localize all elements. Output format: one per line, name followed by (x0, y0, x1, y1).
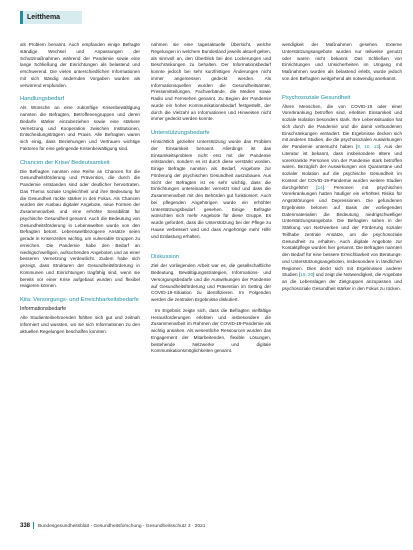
page-footer (20, 522, 400, 530)
paragraph: Alle Studienteilnehmenden fühlten sich gut und zeitnah informiert und wussten, wo sie sich Informationen zu den aktuellen Regelungen beschaffen konnten. (20, 315, 140, 334)
citation-link[interactable]: 8, 10, 12 (357, 144, 379, 149)
text-column-3 (282, 42, 402, 293)
paragraph: wendigkeit der Maßnahmen gesehen. Externe Unterstützungsangebote wurden nur teilweise genutzt oder waren nicht bekannt. Das Schließen von Einrichtungen und Unsicherheiten im Umgang mit Maßnahmen wurden als belastend erlebt, wurde jedoch von den Befragten weitgehend als notwendig anerkannt. (282, 42, 402, 81)
section-heading: Psychosoziale Gesundheit (282, 94, 351, 101)
paragraph: Ziel der vorliegenden Arbeit war es, die gesellschaftliche Bedeutung, Bewältigungsstrategien, Informations- und Versorgungsbedarfe und die Auswirkungen der Pandemie auf Gesundheitsförderung und Prävention im Setting der COVID-19-Situation zu identifizieren. Im Folgenden werden die zentralen Ergebnisse diskutiert. (151, 263, 271, 302)
text-column-2 (151, 42, 271, 355)
section-heading: Handlungsbedarf (20, 96, 65, 103)
page-number: 338 (20, 523, 31, 529)
section-heading: Chancen der Krise/ Bedeutsamkeit (20, 159, 110, 166)
citation-link[interactable]: 19, 20 (300, 272, 314, 278)
text-column-1 (20, 42, 140, 335)
paragraph-text: ] und zeigt die Notwendigkeit, die Angebote an die Lebenslagen der Zielgruppen anzupassen und psychosoziale Gesundheit stärker in den Fokus zu rücken. (282, 272, 403, 291)
paragraph: als Problem benannt. Auch empfanden einige Befragte ständige Wechsel und Anpassungen der Schutzmaßnahmen während der Pandemie sowie eine lange Schließung der Einrichtungen als belastend und erschwerend. Die vielen unterschiedlichen Informationen mit sich ständig ändernden Vorgaben wurden als verwirrend empfunden. (20, 42, 140, 88)
journal-name: Bundesgesundheitsblatt - Gesundheitsforschung - Gesundheitsschutz 3 · 2021 (38, 524, 206, 529)
paragraph-text: ]. Personen mit psychischen Vorerkrankungen hatten häufiger ein erhöhtes Risiko für Angststörungen und Depressionen. Die gefundenen Ergebnisse betonen auf Basis der vorliegenden Datenmaterialien die Bedeutung niedrigschwelliger Unterstützungsangebote. Die Befragten sahen in der Stärkung von Netzwerken und der Förderung sozialer Teilhabe zentrale Ansätze, um die psychosoziale Gesundheit zu erhalten. Auch digitale Angebote zur Kontaktpflege wurden hier genannt. Die Befragten nannten den Bedarf für eine bessere Erreichbarkeit von Beratungs- und Unterstützungsangeboten, insbesondere in ländlichen Regionen. Dies deckt sich mit Ergebnissen anderer Studien [ (282, 184, 402, 278)
section-heading: Kita: Versorgungs- und Erreichbarkeitsbedarfe (20, 297, 139, 303)
paragraph-text: ]. Aus der Literatur ist bekannt, dass insbesondere ältere und vorerkrankte Personen von der Pandemie stark betroffen waren. Bezüglich der Auswirkungen von Quarantäne und sozialer Isolation auf die psychische Gesundheit im Kontext der COVID-19-Pandemie wurden weitere Studien durchgeführt [ (282, 144, 402, 190)
footer-divider (33, 522, 34, 529)
paragraph: Hinsichtlich gezielter Unterstützung wurde das Problem der Einsamkeit benannt. Allerdings ist das Einsamkeitsproblem nicht erst mit der Pandemie entstanden, sondern es ist durch diese verstärkt worden. Einige Befragte nannten als Bedarf, Angebote zur Förderung der psychischen Gesundheit auszubauen. Aus Sicht der Befragten ist es sehr wichtig, dass die Einrichtungen untereinander vernetzt sind und dass die Zusammenarbeit mit den Behörden gut funktioniert. Auch bei pflegenden Angehörigen wurde ein erhöhter Unterstützungsbedarf gesehen. Einige Befragte wünschten sich mehr Angebote für diese Gruppe. Es wurde gefordert, dass die Unterstützung bei der Pflege zu Hause verbessert wird und dass Angehörige mehr Hilfe und Entlastung erhalten. (151, 139, 271, 239)
paragraph-text: Ältere Menschen, die von COVID-19 oder einer Vorerkrankung betroffen sind, erlebten Einsamkeit und soziale Isolation besonders stark. Ihre Lebenssituation hat sich durch die Pandemie und die damit verbundenen Einschränkungen verändert. Die Ergebnisse decken sich mit anderen Studien, die die psychosozialen Auswirkungen der Pandemie untersucht haben [ (282, 103, 402, 149)
paragraph (282, 104, 402, 293)
section-heading: Diskussion (151, 254, 180, 261)
paragraph: nahmen sie eine tagesaktuelle Übersicht, welche Regelungen in welchem Bundesland jeweils aktuell gelten, als sinnvoll an, den Überblick bei den Lockerungen und Beschränkungen zu behalten. Der Informationsbedarf konnte jedoch bei sehr kurzfristigen Änderungen nicht immer angemessen gedeckt werden. Als Informationsquellen wurden die Gesundheitsämter, Pressemitteilungen, Fachverbände, die Medien sowie Radio und Fernsehen genannt. Zu Beginn der Pandemie wurde ein hoher Kommunikationsbedarf festgestellt, der durch die Vielzahl an Informationen und Hinweisen nicht immer gedeckt werden konnte. (151, 42, 271, 122)
subsection-heading: Informationsbedarfe (20, 306, 67, 312)
section-heading: Unterstützungsbedarfe (151, 130, 210, 136)
paragraph: Die Befragten nannten eine Reihe an Chancen für die Gesundheitsförderung und Prävention, die durch die Pandemie entstanden sind oder deutlicher hervortraten. Das Thema soziale Ungleichheit und ihre Bedeutung für die Gesundheit rückte stärker in den Fokus. Als Chancen wurden der Ausbau digitaler Angebote, neue Formen der Zusammenarbeit und eine erhöhte Sensibilität für psychische Gesundheit genannt. Auch die Bedeutung von Gesundheitsförderung in Lebenswelten wurde von den Befragten betont. Lebensweltbezogene Ansätze seien gerade in Krisenzeiten wichtig, um vulnerable Gruppen zu erreichen. Die Pandemie habe den Bedarf an niedrigschwelligen, aufsuchenden Angeboten und an einer besseren Vernetzung verdeutlicht. Zudem habe sich gezeigt, dass Strukturen der Gesundheitsförderung in Kommunen und Einrichtungen tragfähig sind, wenn sie bereits vor einer Krise aufgebaut wurden und flexibel reagieren können. (20, 168, 140, 289)
section-tag: Leitthema (20, 11, 82, 24)
citation-link[interactable]: 14 (317, 184, 323, 190)
paragraph: Im Ergebnis zeigte sich, dass die Befragten vielfältige Herausforderungen erlebten und insbesondere die Zusammenarbeit im Rahmen der COVID-19-Pandemie als wichtig ansahen. Als wesentliche Ressourcen wurden das Engagement der Mitarbeitenden, flexible Lösungen, bestehende Netzwerke und digitale Kommunikationsmöglichkeiten genannt. (151, 307, 271, 354)
paragraph: Als Wünsche an eine zukünftige Krisenbewältigung nannten die Befragten, Betroffenengruppen und deren Bedarfe stärker einzubeziehen sowie eine stärkere Vernetzung und Kooperation zwischen Institutionen, Entscheidungsträgern und Praxis. Alle Befragten waren sich einig, dass Beziehungen und Vertrauen wichtige Faktoren für eine gelingende Krisenbewältigung sind. (20, 105, 140, 151)
